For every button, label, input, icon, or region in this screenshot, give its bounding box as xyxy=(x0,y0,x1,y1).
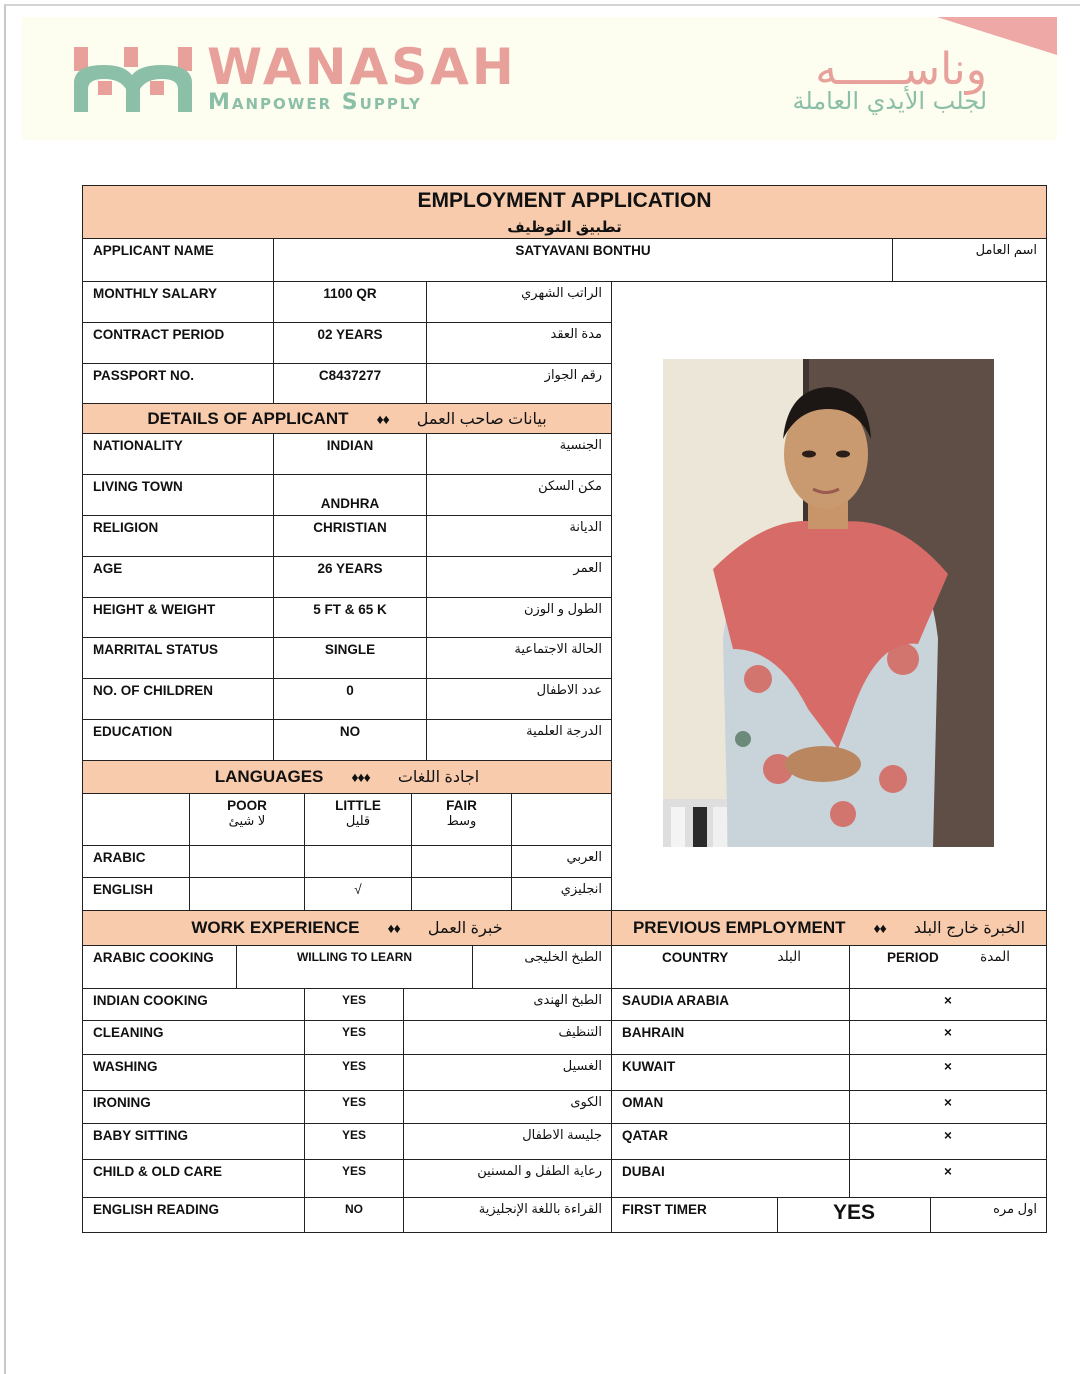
work-arabic-cooking-value: WILLING TO LEARN xyxy=(237,946,473,989)
lang-english-label-ar: انجليزي xyxy=(512,878,612,911)
height-weight-label: HEIGHT & WEIGHT xyxy=(83,598,274,638)
country-header-en: COUNTRY xyxy=(662,950,729,965)
religion-value: CHRISTIAN xyxy=(274,516,427,557)
marital-status-value: SINGLE xyxy=(274,638,427,679)
work-child-old-care-label-ar: رعاية الطفل و المسنين xyxy=(404,1160,612,1198)
salary-value: 1100 QR xyxy=(274,282,427,323)
letterhead xyxy=(22,17,1057,140)
level-fair-en: FAIR xyxy=(446,798,477,813)
languages-section-title: LANGUAGES xyxy=(214,767,324,786)
first-timer-label-ar: اول مره xyxy=(993,1201,1037,1216)
prev-country-5: DUBAI xyxy=(612,1160,850,1198)
diamond-icon: ♦♦ xyxy=(387,920,400,936)
prev-period-2: × xyxy=(850,1055,1046,1091)
nationality-label-ar: الجنسية xyxy=(427,434,612,475)
level-little xyxy=(305,794,412,846)
living-town-value: ANDHRA xyxy=(274,475,427,516)
children-value: 0 xyxy=(274,679,427,720)
work-indian-cooking-label: INDIAN COOKING xyxy=(83,989,305,1021)
salary-label: MONTHLY SALARY xyxy=(83,282,274,323)
lang-english-poor xyxy=(190,878,305,911)
work-cleaning-value: YES xyxy=(305,1021,404,1055)
work-section-header xyxy=(83,911,612,946)
level-little-ar: قليل xyxy=(345,813,371,828)
religion-label-ar: الديانة xyxy=(427,516,612,557)
work-washing-label-ar: الغسيل xyxy=(404,1055,612,1091)
work-baby-sitting-label-ar: جليسة الاطفال xyxy=(404,1124,612,1160)
prev-country-1: BAHRAIN xyxy=(612,1021,850,1055)
work-section-title-ar: خبرة العمل xyxy=(427,920,503,937)
company-tagline-ar: لجلب الأيدي العاملة xyxy=(792,87,987,115)
details-section-header xyxy=(83,404,612,434)
prev-period-5: × xyxy=(850,1160,1046,1198)
checkmark-icon: √ xyxy=(305,878,412,911)
country-header-ar: البلد xyxy=(777,949,801,964)
work-ironing-label-ar: الكوى xyxy=(404,1091,612,1124)
religion-label: RELIGION xyxy=(83,516,274,557)
languages-section-header xyxy=(83,761,612,794)
period-header xyxy=(850,946,1046,989)
period-header-ar: المدة xyxy=(980,949,1010,964)
height-weight-value: 5 FT & 65 K xyxy=(274,598,427,638)
prev-period-3: × xyxy=(850,1091,1046,1124)
applicant-name-value: SATYAVANI BONTHU xyxy=(274,239,893,282)
applicant-photo-illustration xyxy=(663,359,994,847)
height-weight-label-ar: الطول و الوزن xyxy=(427,598,612,638)
work-cleaning-label: CLEANING xyxy=(83,1021,305,1055)
work-indian-cooking-value: YES xyxy=(305,989,404,1021)
work-child-old-care-label: CHILD & OLD CARE xyxy=(83,1160,305,1198)
lang-english-label: ENGLISH xyxy=(83,878,190,911)
prev-period-0: × xyxy=(850,989,1046,1021)
languages-blank-cell xyxy=(512,794,612,846)
living-town-label: LIVING TOWN xyxy=(83,475,274,516)
children-label: NO. OF CHILDREN xyxy=(83,679,274,720)
work-english-reading-value: NO xyxy=(305,1198,404,1233)
work-arabic-cooking-label-ar: الطبخ الخليجى xyxy=(473,946,612,989)
education-value: NO xyxy=(274,720,427,761)
living-town-label-ar: مكن السكن xyxy=(427,475,612,516)
company-tagline-en: Manpower Supply xyxy=(208,90,422,115)
lang-arabic-label-ar: العربي xyxy=(512,846,612,878)
lang-arabic-fair xyxy=(412,846,512,878)
applicant-name-label-ar: اسم العامل xyxy=(893,239,1046,282)
prev-period-4: × xyxy=(850,1124,1046,1160)
marital-status-label: MARRITAL STATUS xyxy=(83,638,274,679)
contract-label: CONTRACT PERIOD xyxy=(83,323,274,364)
prev-section-header xyxy=(612,911,1046,946)
level-fair-ar: وسط xyxy=(446,813,477,828)
passport-label-ar: رقم الجواز xyxy=(427,364,612,404)
first-timer-value: YES xyxy=(778,1198,931,1233)
diamond-icon: ♦♦ xyxy=(873,920,886,936)
passport-label: PASSPORT NO. xyxy=(83,364,274,404)
company-logo-icon xyxy=(74,47,194,112)
lang-arabic-label: ARABIC xyxy=(83,846,190,878)
prev-country-3: OMAN xyxy=(612,1091,850,1124)
prev-section-title: PREVIOUS EMPLOYMENT xyxy=(632,918,846,937)
contract-value: 02 YEARS xyxy=(274,323,427,364)
work-cleaning-label-ar: التنظيف xyxy=(404,1021,612,1055)
work-washing-label: WASHING xyxy=(83,1055,305,1091)
prev-period-1: × xyxy=(850,1021,1046,1055)
form-title-block xyxy=(83,186,1046,239)
form-title: EMPLOYMENT APPLICATION xyxy=(417,189,712,212)
prev-section-title-ar: الخبرة خارج البلد xyxy=(913,920,1026,937)
details-section-title: DETAILS OF APPLICANT xyxy=(147,408,349,428)
children-label-ar: عدد الاطفال xyxy=(427,679,612,720)
work-indian-cooking-label-ar: الطبخ الهندى xyxy=(404,989,612,1021)
prev-country-2: KUWAIT xyxy=(612,1055,850,1091)
age-label-ar: العمر xyxy=(427,557,612,598)
work-child-old-care-value: YES xyxy=(305,1160,404,1198)
form-title-ar: تطبيق التوظيف xyxy=(507,219,622,236)
level-poor-en: POOR xyxy=(227,798,267,813)
level-little-en: LITTLE xyxy=(335,798,381,813)
applicant-name-label: APPLICANT NAME xyxy=(83,239,274,282)
lang-english-fair xyxy=(412,878,512,911)
applicant-photo xyxy=(663,359,994,847)
work-baby-sitting-value: YES xyxy=(305,1124,404,1160)
education-label: EDUCATION xyxy=(83,720,274,761)
nationality-label: NATIONALITY xyxy=(83,434,274,475)
age-value: 26 YEARS xyxy=(274,557,427,598)
work-baby-sitting-label: BABY SITTING xyxy=(83,1124,305,1160)
marital-status-label-ar: الحالة الاجتماعية xyxy=(427,638,612,679)
diamond-icon: ♦♦♦ xyxy=(351,769,370,785)
work-arabic-cooking-label: ARABIC COOKING xyxy=(83,946,237,989)
prev-country-0: SAUDIA ARABIA xyxy=(612,989,850,1021)
contract-label-ar: مدة العقد xyxy=(427,323,612,364)
languages-section-title-ar: اجادة اللغات xyxy=(397,769,480,786)
company-name-en: WANASAH xyxy=(207,38,517,96)
level-poor xyxy=(190,794,305,846)
work-ironing-value: YES xyxy=(305,1091,404,1124)
period-header-en: PERIOD xyxy=(887,950,939,965)
work-section-title: WORK EXPERIENCE xyxy=(191,918,360,937)
nationality-value: INDIAN xyxy=(274,434,427,475)
prev-country-4: QATAR xyxy=(612,1124,850,1160)
languages-corner-cell xyxy=(83,794,190,846)
work-washing-value: YES xyxy=(305,1055,404,1091)
salary-label-ar: الراتب الشهري xyxy=(427,282,612,323)
work-english-reading-label-ar: القراءة باللغة الإنجليزية xyxy=(404,1198,612,1233)
company-name-ar: وناســـــه xyxy=(815,44,987,95)
education-label-ar: الدرجة العلمية xyxy=(427,720,612,761)
level-poor-ar: لا شيئ xyxy=(228,813,266,828)
details-section-title-ar: بيانات صاحب العمل xyxy=(416,410,547,428)
lang-arabic-poor xyxy=(190,846,305,878)
age-label: AGE xyxy=(83,557,274,598)
work-english-reading-label: ENGLISH READING xyxy=(83,1198,305,1233)
first-timer-label: FIRST TIMER xyxy=(612,1198,778,1233)
country-header xyxy=(612,946,850,989)
diamond-icon: ♦♦ xyxy=(376,410,389,427)
passport-value: C8437277 xyxy=(274,364,427,404)
lang-arabic-little xyxy=(305,846,412,878)
level-fair xyxy=(412,794,512,846)
work-ironing-label: IRONING xyxy=(83,1091,305,1124)
